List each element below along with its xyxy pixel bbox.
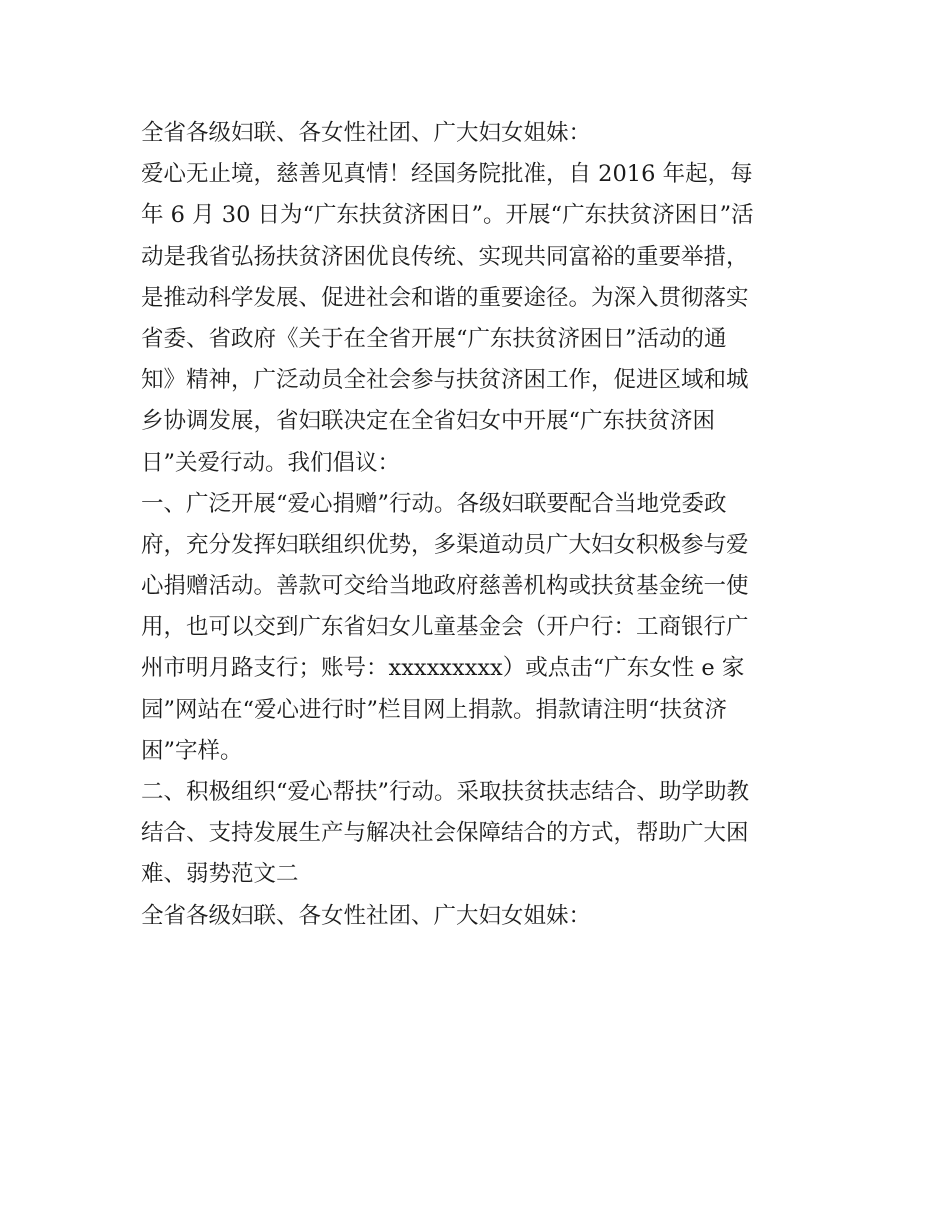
- body-line: 省委、省政府《关于在全省开展“广东扶贫济困日”活动的通: [141, 325, 727, 352]
- body-line: 爱心无止境，慈善见真情！经国务院批准，自 2016 年起，每: [141, 161, 753, 188]
- body-line: 日”关爱行动。我们倡议：: [141, 449, 401, 476]
- salutation-line: 全省各级妇联、各女性社团、广大妇女姐妹：: [141, 120, 592, 146]
- body-line: 乡协调发展，省妇联决定在全省妇女中开展“广东扶贫济困: [141, 408, 716, 435]
- body-line: 是推动科学发展、促进社会和谐的重要途径。为深入贯彻落实: [141, 284, 749, 311]
- body-line: 年 6 月 30 日为“广东扶贫济困日”。开展“广东扶贫济困日”活: [141, 202, 754, 229]
- body-line: 用，也可以交到广东省妇女儿童基金会（开户行：工商银行广: [141, 614, 749, 641]
- body-line: 心捐赠活动。善款可交给当地政府慈善机构或扶贫基金统一使: [141, 573, 749, 600]
- section-one-line: 一、广泛开展“爱心捐赠”行动。各级妇联要配合当地党委政: [141, 490, 727, 517]
- body-line: 府，充分发挥妇联组织优势，多渠道动员广大妇女积极参与爱: [141, 531, 749, 558]
- body-line: 动是我省弘扬扶贫济困优良传统、实现共同富裕的重要举措，: [141, 243, 749, 270]
- body-line: 难、弱势范文二: [141, 861, 299, 888]
- salutation-line: 全省各级妇联、各女性社团、广大妇女姐妹：: [141, 902, 592, 929]
- body-line: 结合、支持发展生产与解决社会保障结合的方式，帮助广大困: [141, 820, 749, 847]
- body-line: 知》精神，广泛动员全社会参与扶贫济困工作，促进区域和城: [141, 367, 749, 394]
- body-line: 州市明月路支行；账号：xxxxxxxxx）或点击“广东女性 e 家: [141, 655, 745, 682]
- section-two-line: 二、积极组织“爱心帮扶”行动。采取扶贫扶志结合、助学助教: [141, 779, 750, 805]
- body-line: 困”字样。: [141, 737, 243, 764]
- document-body: [141, 113, 821, 937]
- body-line: 园”网站在“爱心进行时”栏目网上捐款。捐款请注明“扶贫济: [141, 696, 728, 723]
